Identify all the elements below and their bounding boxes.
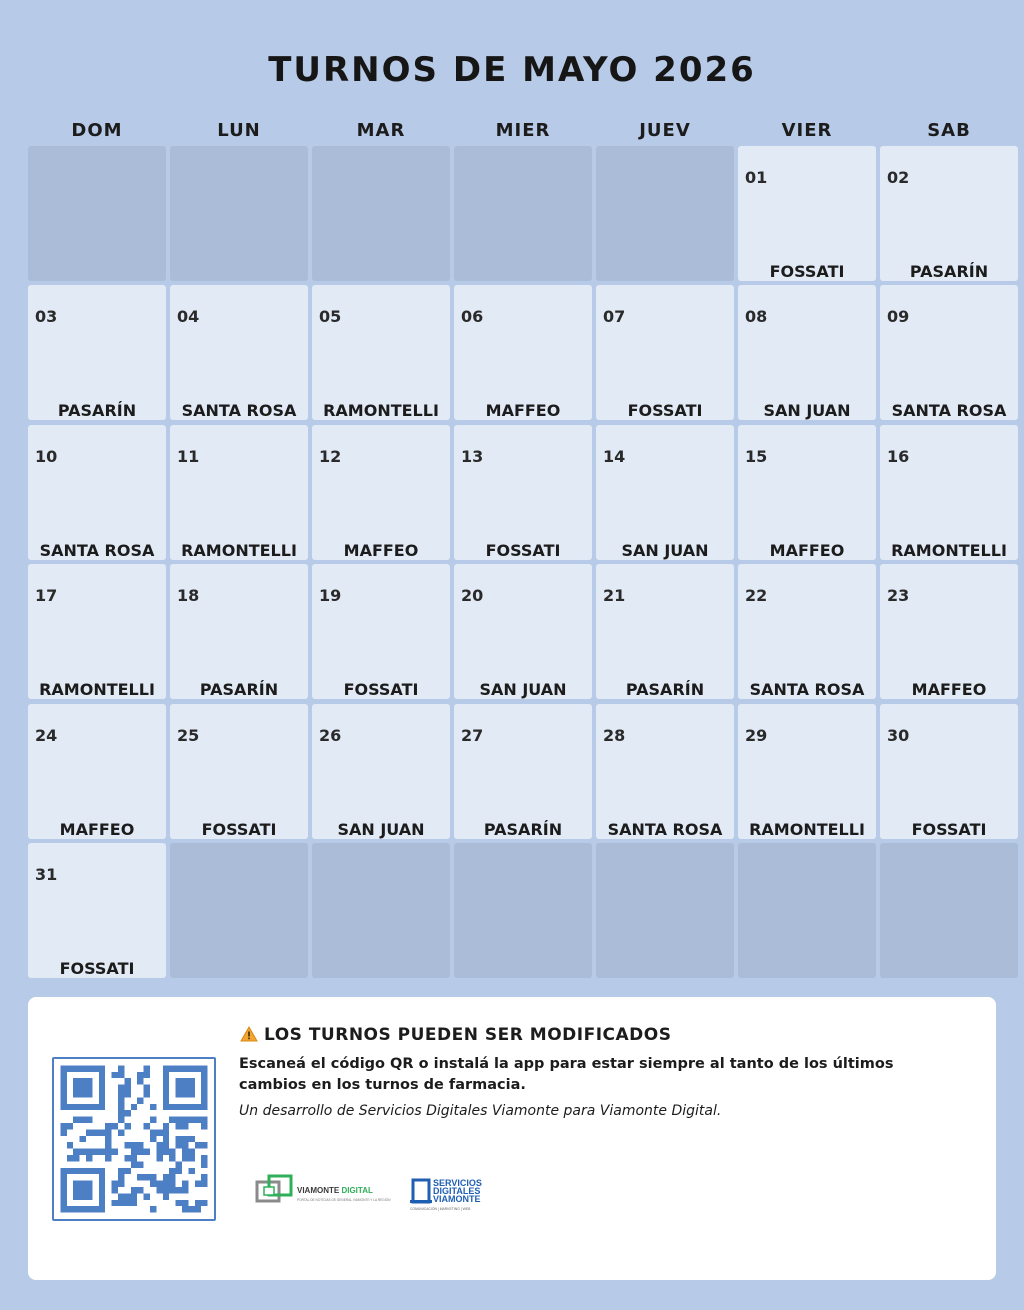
day-cell: [880, 285, 1018, 420]
svg-text:SERVICIOS: SERVICIOS: [433, 1178, 482, 1188]
developer-credit: Un desarrollo de Servicios Digitales Viamonte para Viamonte Digital.: [239, 1103, 722, 1119]
day-cell: [738, 704, 876, 839]
day-cell: [454, 285, 592, 420]
pharmacy-name: MAFFEO: [911, 680, 987, 699]
weekday-fri: VIER: [781, 120, 833, 141]
svg-text:VIAMONTE: VIAMONTE: [433, 1194, 481, 1204]
pharmacy-name: RAMONTELLI: [39, 680, 155, 699]
day-cell: [596, 704, 734, 839]
day-number: 31: [35, 865, 58, 884]
empty-day-cell: [454, 146, 592, 281]
day-cell: [170, 564, 308, 699]
day-cell: [312, 285, 450, 420]
svg-text:COMUNICACIÓN | MARKETING | WEB: COMUNICACIÓN | MARKETING | WEB: [410, 1207, 471, 1211]
day-number: 11: [177, 447, 200, 466]
day-number: 07: [603, 307, 626, 326]
empty-day-cell: [28, 146, 166, 281]
page-title: TURNOS DE MAYO 2026: [268, 50, 756, 90]
empty-day-cell: [454, 843, 592, 978]
day-number: 19: [319, 586, 342, 605]
pharmacy-name: PASARÍN: [483, 820, 563, 839]
day-cell: [738, 146, 876, 281]
empty-day-cell: [170, 843, 308, 978]
day-cell: [596, 564, 734, 699]
day-cell: [28, 843, 166, 978]
pharmacy-name: PASARÍN: [909, 262, 989, 281]
notice-description: Escaneá el código QR o instalá la app para estar siempre al tanto de los últimos cambios en los turnos de farmacia.: [239, 1056, 894, 1093]
day-number: 06: [461, 307, 484, 326]
pharmacy-name: MAFFEO: [485, 401, 561, 420]
pharmacy-name: FOSSATI: [911, 820, 987, 839]
weekday-mon: LUN: [217, 120, 261, 141]
pharmacy-name: SANTA ROSA: [749, 680, 865, 699]
day-number: 22: [745, 586, 768, 605]
warning-icon: [240, 1026, 258, 1042]
day-number: 20: [461, 586, 484, 605]
pharmacy-name: SAN JUAN: [337, 820, 425, 839]
viamonte-digital-logo: [255, 1173, 391, 1209]
empty-day-cell: [596, 146, 734, 281]
pharmacy-name: PASARÍN: [199, 680, 279, 699]
weekday-header: [28, 120, 1020, 142]
pharmacy-name: PASARÍN: [57, 401, 137, 420]
empty-day-cell: [596, 843, 734, 978]
pharmacy-name: MAFFEO: [343, 541, 419, 560]
day-cell: [28, 564, 166, 699]
day-number: 01: [745, 168, 768, 187]
day-number: 29: [745, 726, 768, 745]
empty-day-cell: [312, 843, 450, 978]
weekday-thu: JUEV: [639, 120, 691, 141]
pharmacy-name: RAMONTELLI: [891, 541, 1007, 560]
day-number: 25: [177, 726, 200, 745]
day-number: 10: [35, 447, 58, 466]
day-cell: [738, 564, 876, 699]
pharmacy-name: SAN JUAN: [763, 401, 851, 420]
day-number: 04: [177, 307, 200, 326]
empty-day-cell: [880, 843, 1018, 978]
pharmacy-name: FOSSATI: [59, 959, 135, 978]
pharmacy-name: FOSSATI: [485, 541, 561, 560]
day-number: 26: [319, 726, 342, 745]
day-number: 24: [35, 726, 58, 745]
day-cell: [596, 285, 734, 420]
day-number: 17: [35, 586, 58, 605]
svg-text:DIGITALES: DIGITALES: [433, 1186, 481, 1196]
day-cell: [738, 425, 876, 560]
day-cell: [28, 425, 166, 560]
day-number: 13: [461, 447, 484, 466]
day-cell: [312, 425, 450, 560]
day-cell: [880, 425, 1018, 560]
day-number: 21: [603, 586, 626, 605]
day-cell: [312, 704, 450, 839]
day-number: 14: [603, 447, 626, 466]
day-number: 09: [887, 307, 910, 326]
day-cell: [170, 425, 308, 560]
servicios-digitales-logo: [408, 1175, 502, 1213]
day-number: 23: [887, 586, 910, 605]
pharmacy-name: FOSSATI: [343, 680, 419, 699]
day-cell: [596, 425, 734, 560]
qr-code-icon[interactable]: [52, 1057, 216, 1221]
day-number: 12: [319, 447, 342, 466]
day-number: 16: [887, 447, 910, 466]
info-panel: [28, 997, 996, 1280]
empty-day-cell: [170, 146, 308, 281]
svg-text:PORTAL DE NOTICIAS DE GENERAL: PORTAL DE NOTICIAS DE GENERAL VIAMONTE Y LA REGIÓN: [297, 1198, 391, 1202]
svg-text:VIAMONTE DIGITAL: VIAMONTE DIGITAL: [297, 1186, 373, 1195]
day-cell: [170, 285, 308, 420]
empty-day-cell: [738, 843, 876, 978]
day-cell: [170, 704, 308, 839]
pharmacy-name: SANTA ROSA: [607, 820, 723, 839]
day-cell: [454, 704, 592, 839]
pharmacy-name: SANTA ROSA: [39, 541, 155, 560]
pharmacy-name: RAMONTELLI: [181, 541, 297, 560]
notice-heading: LOS TURNOS PUEDEN SER MODIFICADOS: [264, 1025, 672, 1045]
pharmacy-name: SANTA ROSA: [891, 401, 1007, 420]
day-number: 15: [745, 447, 768, 466]
day-number: 27: [461, 726, 484, 745]
day-cell: [454, 425, 592, 560]
pharmacy-name: FOSSATI: [201, 820, 277, 839]
day-number: 03: [35, 307, 58, 326]
day-cell: [738, 285, 876, 420]
day-number: 08: [745, 307, 768, 326]
day-cell: [454, 564, 592, 699]
weekday-tue: MAR: [356, 120, 406, 141]
pharmacy-name: MAFFEO: [769, 541, 845, 560]
day-cell: [880, 564, 1018, 699]
weekday-sun: DOM: [71, 120, 123, 141]
day-number: 05: [319, 307, 342, 326]
pharmacy-name: PASARÍN: [625, 680, 705, 699]
calendar-grid: [28, 146, 1020, 978]
pharmacy-name: SAN JUAN: [479, 680, 567, 699]
day-cell: [28, 285, 166, 420]
day-cell: [312, 564, 450, 699]
pharmacy-name: FOSSATI: [769, 262, 845, 281]
pharmacy-name: RAMONTELLI: [323, 401, 439, 420]
pharmacy-name: MAFFEO: [59, 820, 135, 839]
pharmacy-name: FOSSATI: [627, 401, 703, 420]
day-number: 18: [177, 586, 200, 605]
empty-day-cell: [312, 146, 450, 281]
pharmacy-name: SAN JUAN: [621, 541, 709, 560]
day-cell: [880, 146, 1018, 281]
notice-heading-row: [240, 1025, 671, 1045]
weekday-wed: MIER: [495, 120, 551, 141]
pharmacy-name: RAMONTELLI: [749, 820, 865, 839]
day-cell: [28, 704, 166, 839]
day-number: 02: [887, 168, 910, 187]
pharmacy-name: SANTA ROSA: [181, 401, 297, 420]
day-cell: [880, 704, 1018, 839]
day-number: 30: [887, 726, 910, 745]
weekday-sat: SAB: [927, 120, 971, 141]
day-number: 28: [603, 726, 626, 745]
